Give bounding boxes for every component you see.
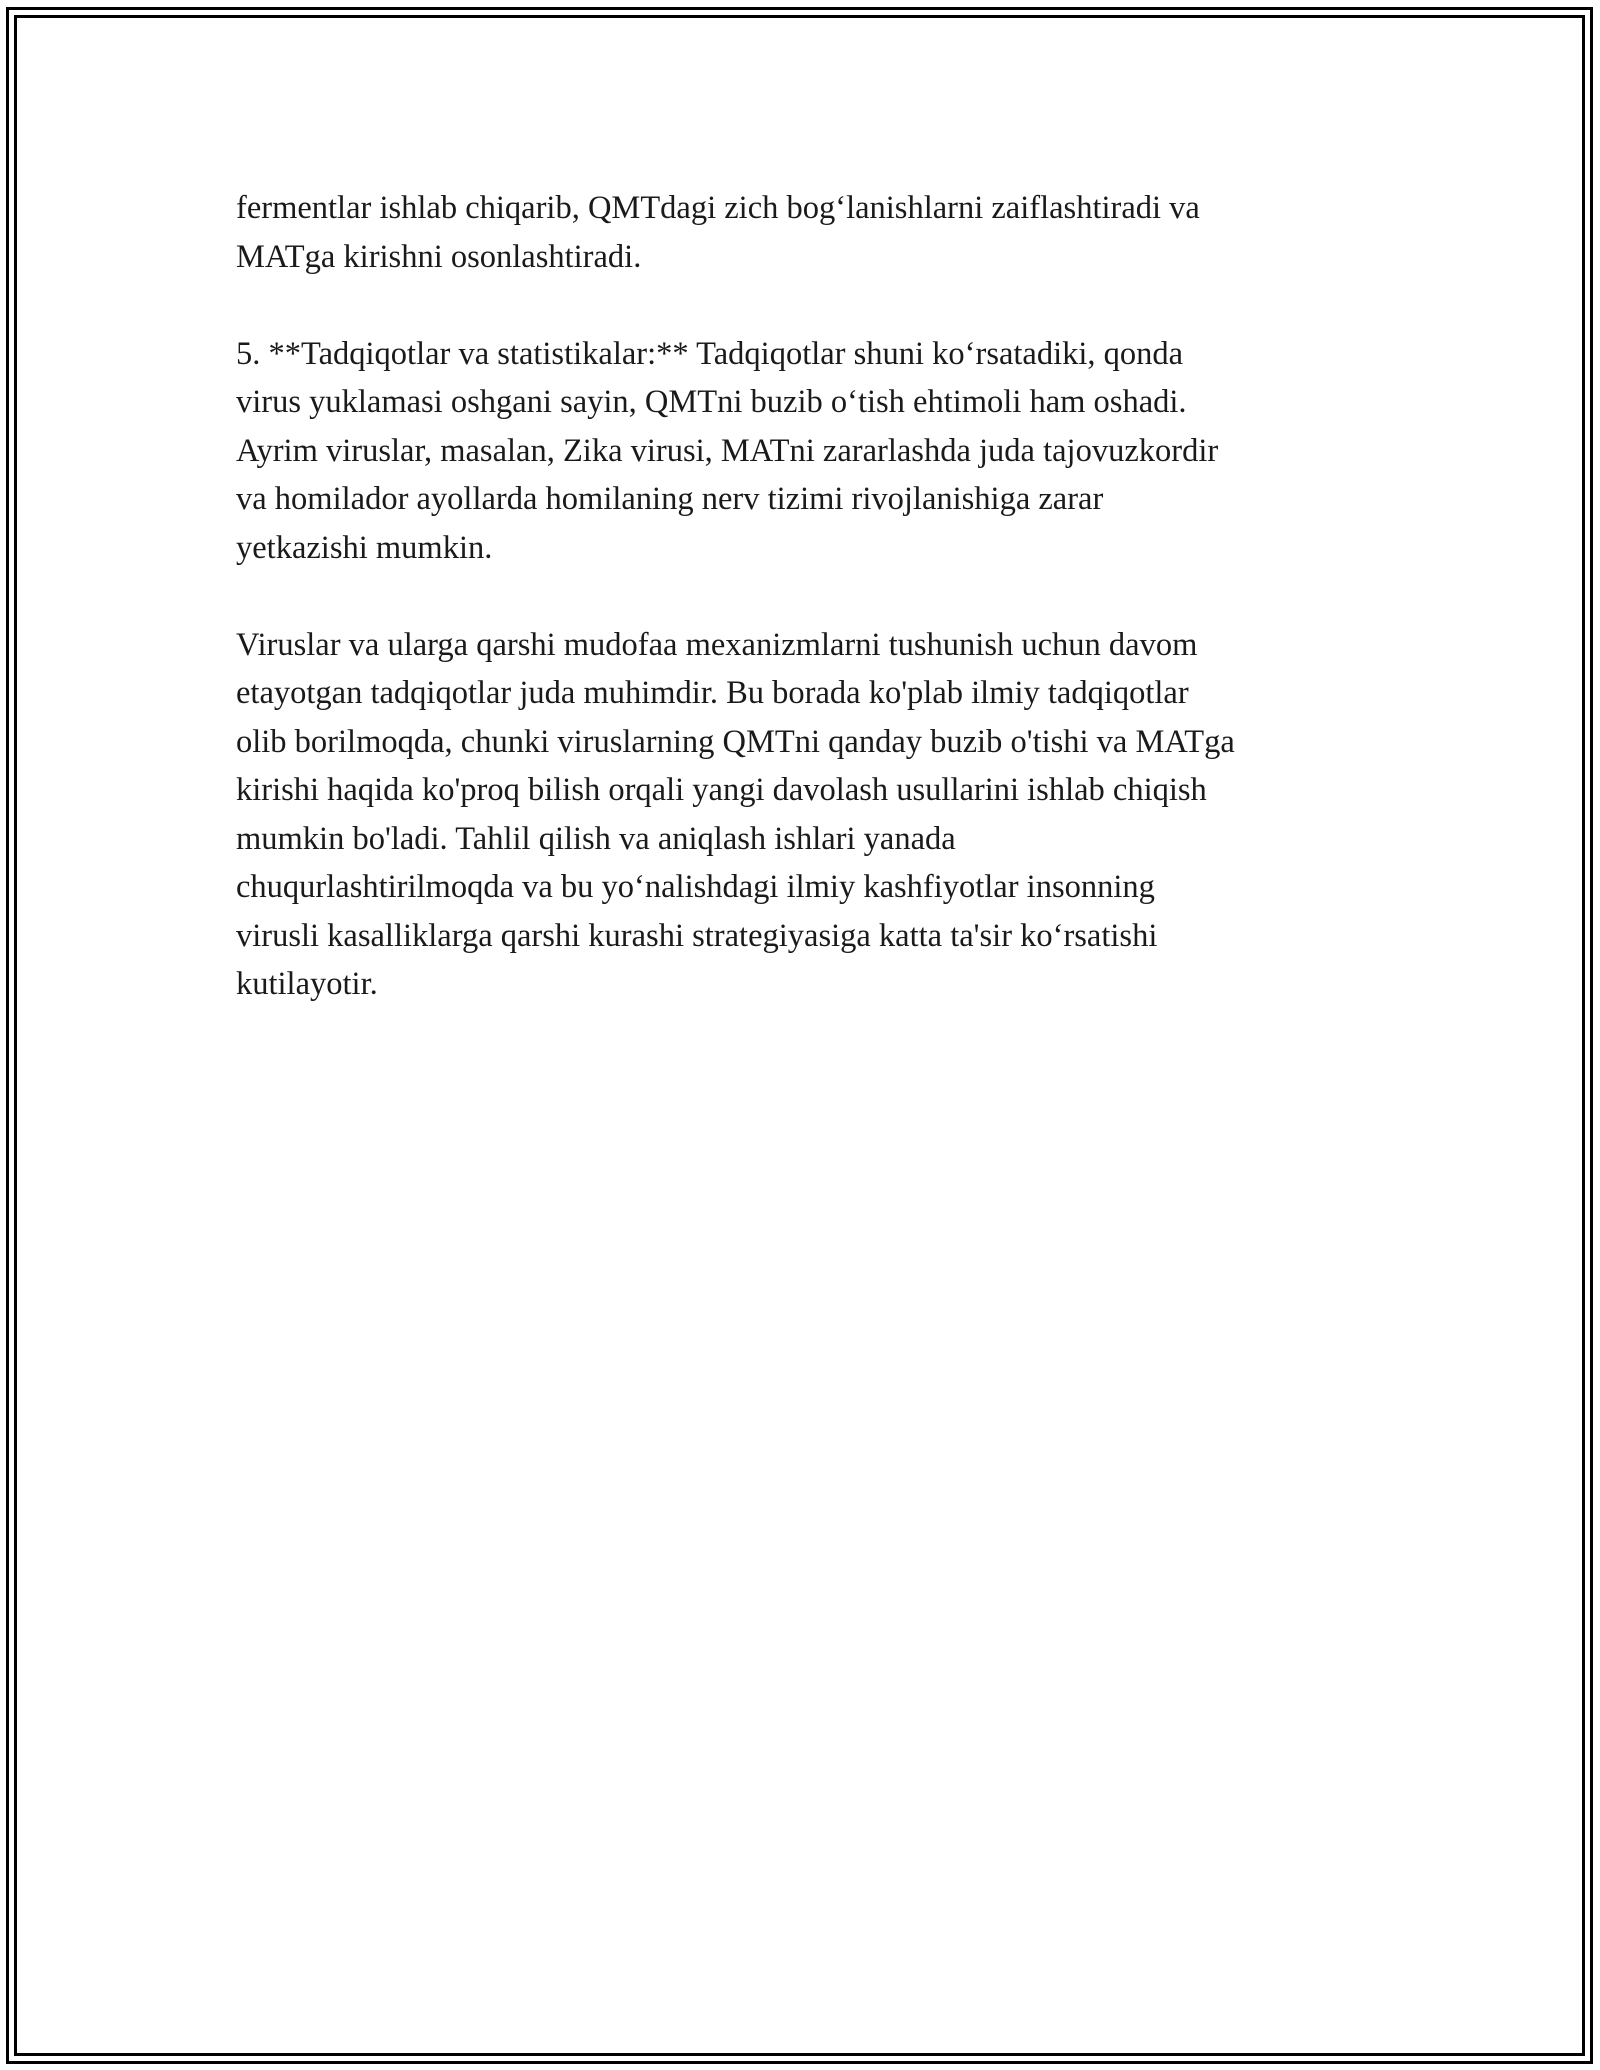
paragraph-conclusion <box>236 621 1376 1009</box>
text-line: fermentlar ishlab chiqarib, QMTdagi zich bog‘lanishlarni zaiflashtiradi va <box>236 190 1200 226</box>
text-line: chuqurlashtirilmoqda va bu yo‘nalishdagi ilmiy kashfiyotlar insonning <box>236 869 1155 905</box>
document-body <box>236 184 1376 1057</box>
paragraph-research-statistics <box>236 330 1376 573</box>
text-line: olib borilmoqda, chunki viruslarning QMTni qanday buzib o'tishi va MATga <box>236 723 1235 760</box>
text-line: kirishi haqida ko'proq bilish orqali yangi davolash usullarini ishlab chiqish <box>236 772 1207 808</box>
text-line: virus yuklamasi oshgani sayin, QMTni buzib o‘tish ehtimoli ham oshadi. <box>236 384 1187 420</box>
text-line: MATga kirishni osonlashtiradi. <box>236 238 642 275</box>
text-line: va homilador ayollarda homilaning nerv tizimi rivojlanishiga zarar <box>236 481 1104 517</box>
text-line: yetkazishi mumkin. <box>236 529 493 566</box>
text-line: Viruslar va ularga qarshi mudofaa mexanizmlarni tushunish uchun davom <box>236 626 1198 663</box>
text-line: Ayrim viruslar, masalan, Zika virusi, MATni zararlashda juda tajovuzkordir <box>236 432 1219 469</box>
text-line: virusli kasalliklarga qarshi kurashi strategiyasiga katta ta'sir ko‘rsatishi <box>236 917 1158 954</box>
text-line: kutilayotir. <box>236 966 378 1002</box>
text-line: mumkin bo'ladi. Tahlil qilish va aniqlash ishlari yanada <box>236 820 956 857</box>
text-line: 5. **Tadqiqotlar va statistikalar:** Tadqiqotlar shuni ko‘rsatadiki, qonda <box>236 335 1184 372</box>
text-line: etayotgan tadqiqotlar juda muhimdir. Bu borada ko'plab ilmiy tadqiqotlar <box>236 675 1189 711</box>
paragraph-enzymes <box>236 184 1376 281</box>
